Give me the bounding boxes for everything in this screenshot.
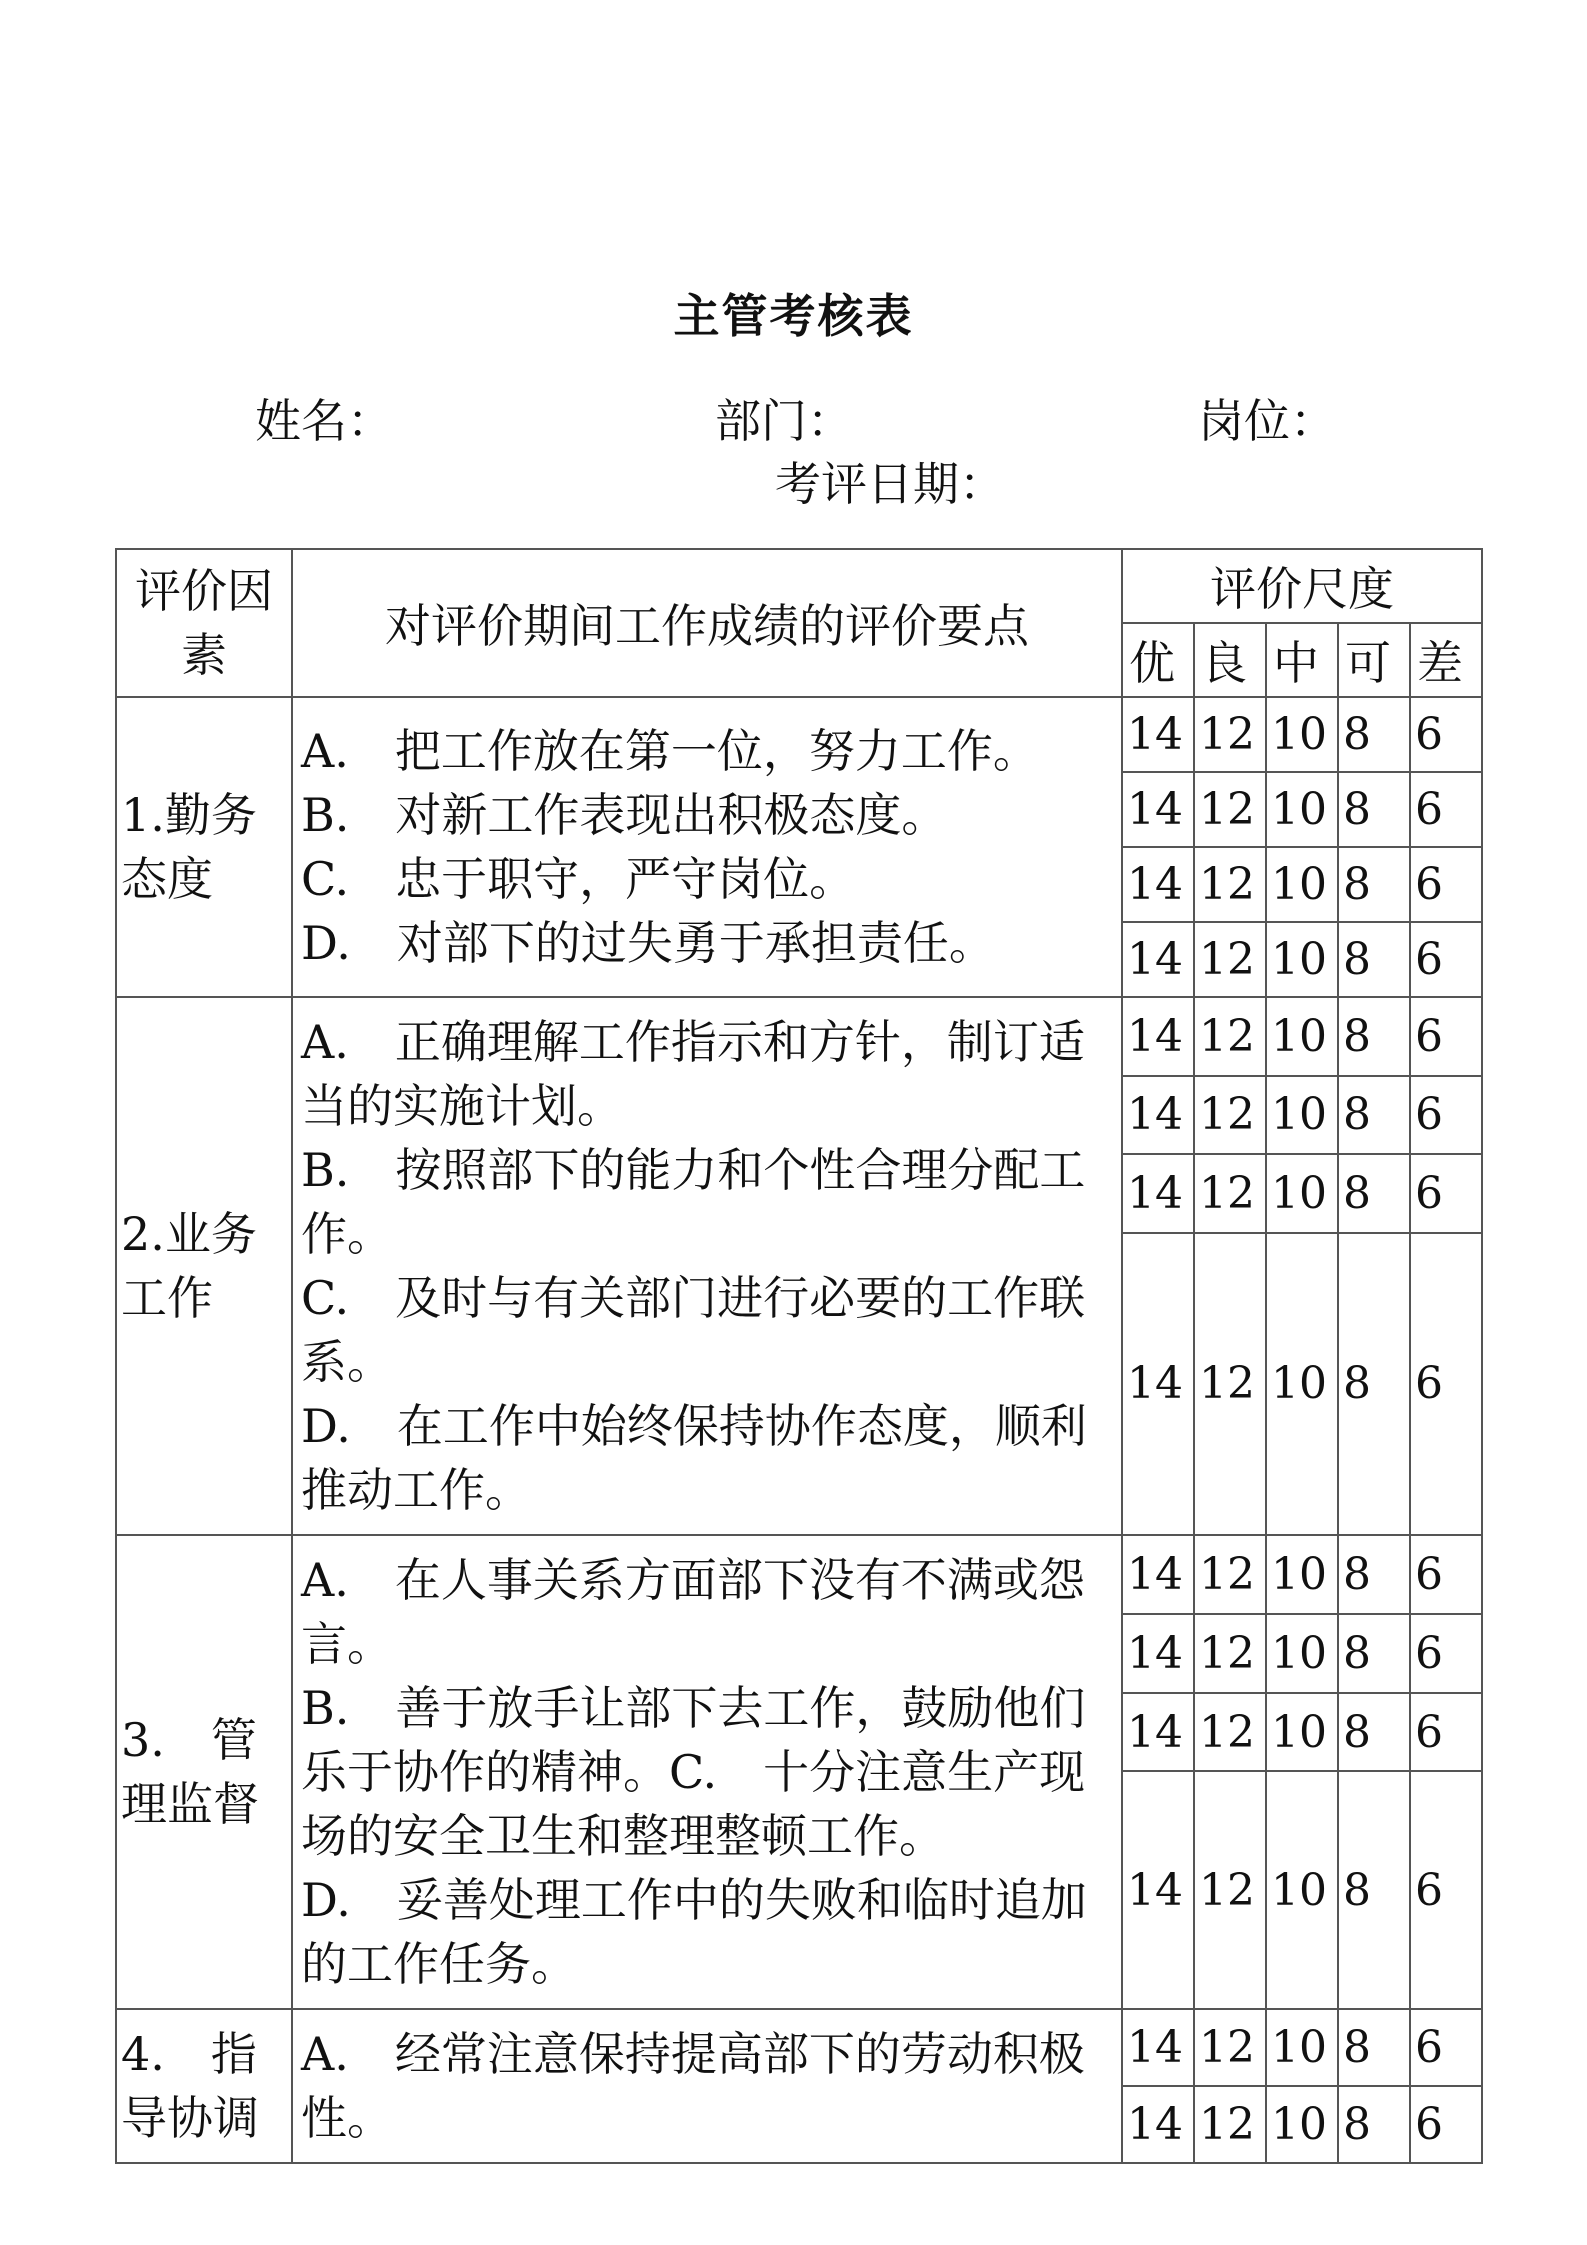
score-good: 12 <box>1194 1154 1266 1233</box>
score-excellent: 14 <box>1122 922 1194 997</box>
evaluation-point: A. 正确理解工作指示和方针，制订适当的实施计划。 <box>301 1015 1085 1133</box>
score-average: 10 <box>1266 1614 1338 1693</box>
score-fair: 8 <box>1338 697 1410 772</box>
grade-average: 中 <box>1266 623 1338 697</box>
evaluation-factor: 2.业务工作 <box>116 997 292 1535</box>
score-good: 12 <box>1194 2009 1266 2086</box>
score-fair: 8 <box>1338 922 1410 997</box>
score-good: 12 <box>1194 922 1266 997</box>
evaluation-point: B. 对新工作表现出积极态度。 <box>301 788 948 842</box>
score-poor: 6 <box>1410 1076 1482 1155</box>
grade-excellent: 优 <box>1122 623 1194 697</box>
evaluation-point: B. 善于放手让部下去工作，鼓励他们乐于协作的精神。C. 十分注意生产现场的安全卫生和整理整顿工作。 <box>301 1681 1086 1863</box>
score-average: 10 <box>1266 922 1338 997</box>
department-field-label: 部门： <box>715 394 853 448</box>
score-average: 10 <box>1266 1233 1338 1535</box>
grade-good: 良 <box>1194 623 1266 697</box>
score-excellent: 14 <box>1122 847 1194 922</box>
score-poor: 6 <box>1410 1771 1482 2009</box>
evaluation-factor: 1.勤务态度 <box>116 697 292 997</box>
score-fair: 8 <box>1338 1076 1410 1155</box>
evaluation-table <box>115 548 1483 2164</box>
score-row <box>116 997 1482 1076</box>
evaluation-point: B. 按照部下的能力和个性合理分配工作。 <box>301 1143 1086 1261</box>
score-fair: 8 <box>1338 2086 1410 2163</box>
header-evaluation-factor: 评价因素 <box>116 549 292 697</box>
evaluation-point: C. 忠于职守，严守岗位。 <box>301 852 856 906</box>
score-poor: 6 <box>1410 1693 1482 1772</box>
score-fair: 8 <box>1338 1614 1410 1693</box>
evaluation-point: A. 经常注意保持提高部下的劳动积极性。 <box>301 2027 1085 2145</box>
evaluation-points <box>292 2009 1122 2163</box>
evaluation-points <box>292 997 1122 1535</box>
evaluation-point: D. 对部下的过失勇于承担责任。 <box>301 916 995 970</box>
header-evaluation-points: 对评价期间工作成绩的评价要点 <box>292 549 1122 697</box>
score-fair: 8 <box>1338 997 1410 1076</box>
score-poor: 6 <box>1410 772 1482 847</box>
score-excellent: 14 <box>1122 697 1194 772</box>
score-excellent: 14 <box>1122 1693 1194 1772</box>
score-average: 10 <box>1266 847 1338 922</box>
score-good: 12 <box>1194 1233 1266 1535</box>
score-good: 12 <box>1194 1076 1266 1155</box>
score-good: 12 <box>1194 997 1266 1076</box>
score-poor: 6 <box>1410 1233 1482 1535</box>
score-excellent: 14 <box>1122 1614 1194 1693</box>
score-fair: 8 <box>1338 1771 1410 2009</box>
grade-poor: 差 <box>1410 623 1482 697</box>
score-row <box>116 697 1482 772</box>
evaluation-factor: 3. 管理监督 <box>116 1535 292 2009</box>
score-fair: 8 <box>1338 2009 1410 2086</box>
evaluation-point: D. 在工作中始终保持协作态度，顺利推动工作。 <box>301 1399 1087 1517</box>
score-good: 12 <box>1194 1535 1266 1614</box>
score-average: 10 <box>1266 1535 1338 1614</box>
evaluation-point: A. 把工作放在第一位，努力工作。 <box>301 724 1039 778</box>
score-fair: 8 <box>1338 772 1410 847</box>
score-fair: 8 <box>1338 847 1410 922</box>
score-poor: 6 <box>1410 922 1482 997</box>
score-fair: 8 <box>1338 1233 1410 1535</box>
score-average: 10 <box>1266 1693 1338 1772</box>
score-good: 12 <box>1194 2086 1266 2163</box>
score-poor: 6 <box>1410 1535 1482 1614</box>
score-average: 10 <box>1266 997 1338 1076</box>
evaluation-point: A. 在人事关系方面部下没有不满或怨言。 <box>301 1553 1085 1671</box>
score-good: 12 <box>1194 1614 1266 1693</box>
header-row <box>116 549 1482 623</box>
score-excellent: 14 <box>1122 1076 1194 1155</box>
score-poor: 6 <box>1410 847 1482 922</box>
score-excellent: 14 <box>1122 2086 1194 2163</box>
score-fair: 8 <box>1338 1693 1410 1772</box>
review-date-field-label: 考评日期： <box>775 457 1005 511</box>
score-excellent: 14 <box>1122 1233 1194 1535</box>
score-excellent: 14 <box>1122 1154 1194 1233</box>
score-good: 12 <box>1194 1771 1266 2009</box>
score-row <box>116 2009 1482 2086</box>
score-good: 12 <box>1194 1693 1266 1772</box>
score-excellent: 14 <box>1122 1535 1194 1614</box>
grade-fair: 可 <box>1338 623 1410 697</box>
score-good: 12 <box>1194 847 1266 922</box>
score-poor: 6 <box>1410 2086 1482 2163</box>
score-excellent: 14 <box>1122 997 1194 1076</box>
score-excellent: 14 <box>1122 1771 1194 2009</box>
score-average: 10 <box>1266 2086 1338 2163</box>
score-row <box>116 1535 1482 1614</box>
score-average: 10 <box>1266 2009 1338 2086</box>
score-excellent: 14 <box>1122 2009 1194 2086</box>
score-average: 10 <box>1266 1771 1338 2009</box>
score-poor: 6 <box>1410 2009 1482 2086</box>
evaluation-point: C. 及时与有关部门进行必要的工作联系。 <box>301 1271 1086 1389</box>
header-evaluation-scale: 评价尺度 <box>1122 549 1482 623</box>
score-average: 10 <box>1266 772 1338 847</box>
position-field-label: 岗位： <box>1198 394 1336 448</box>
score-poor: 6 <box>1410 1614 1482 1693</box>
score-good: 12 <box>1194 772 1266 847</box>
score-poor: 6 <box>1410 697 1482 772</box>
score-excellent: 14 <box>1122 772 1194 847</box>
score-average: 10 <box>1266 1076 1338 1155</box>
document-title: 主管考核表 <box>673 289 914 343</box>
score-poor: 6 <box>1410 997 1482 1076</box>
score-poor: 6 <box>1410 1154 1482 1233</box>
evaluation-points <box>292 697 1122 997</box>
evaluation-factor: 4. 指导协调 <box>116 2009 292 2163</box>
score-average: 10 <box>1266 697 1338 772</box>
name-field-label: 姓名： <box>255 394 393 448</box>
score-fair: 8 <box>1338 1154 1410 1233</box>
score-average: 10 <box>1266 1154 1338 1233</box>
evaluation-points <box>292 1535 1122 2009</box>
evaluation-point: D. 妥善处理工作中的失败和临时追加的工作任务。 <box>301 1873 1087 1991</box>
score-fair: 8 <box>1338 1535 1410 1614</box>
score-good: 12 <box>1194 697 1266 772</box>
